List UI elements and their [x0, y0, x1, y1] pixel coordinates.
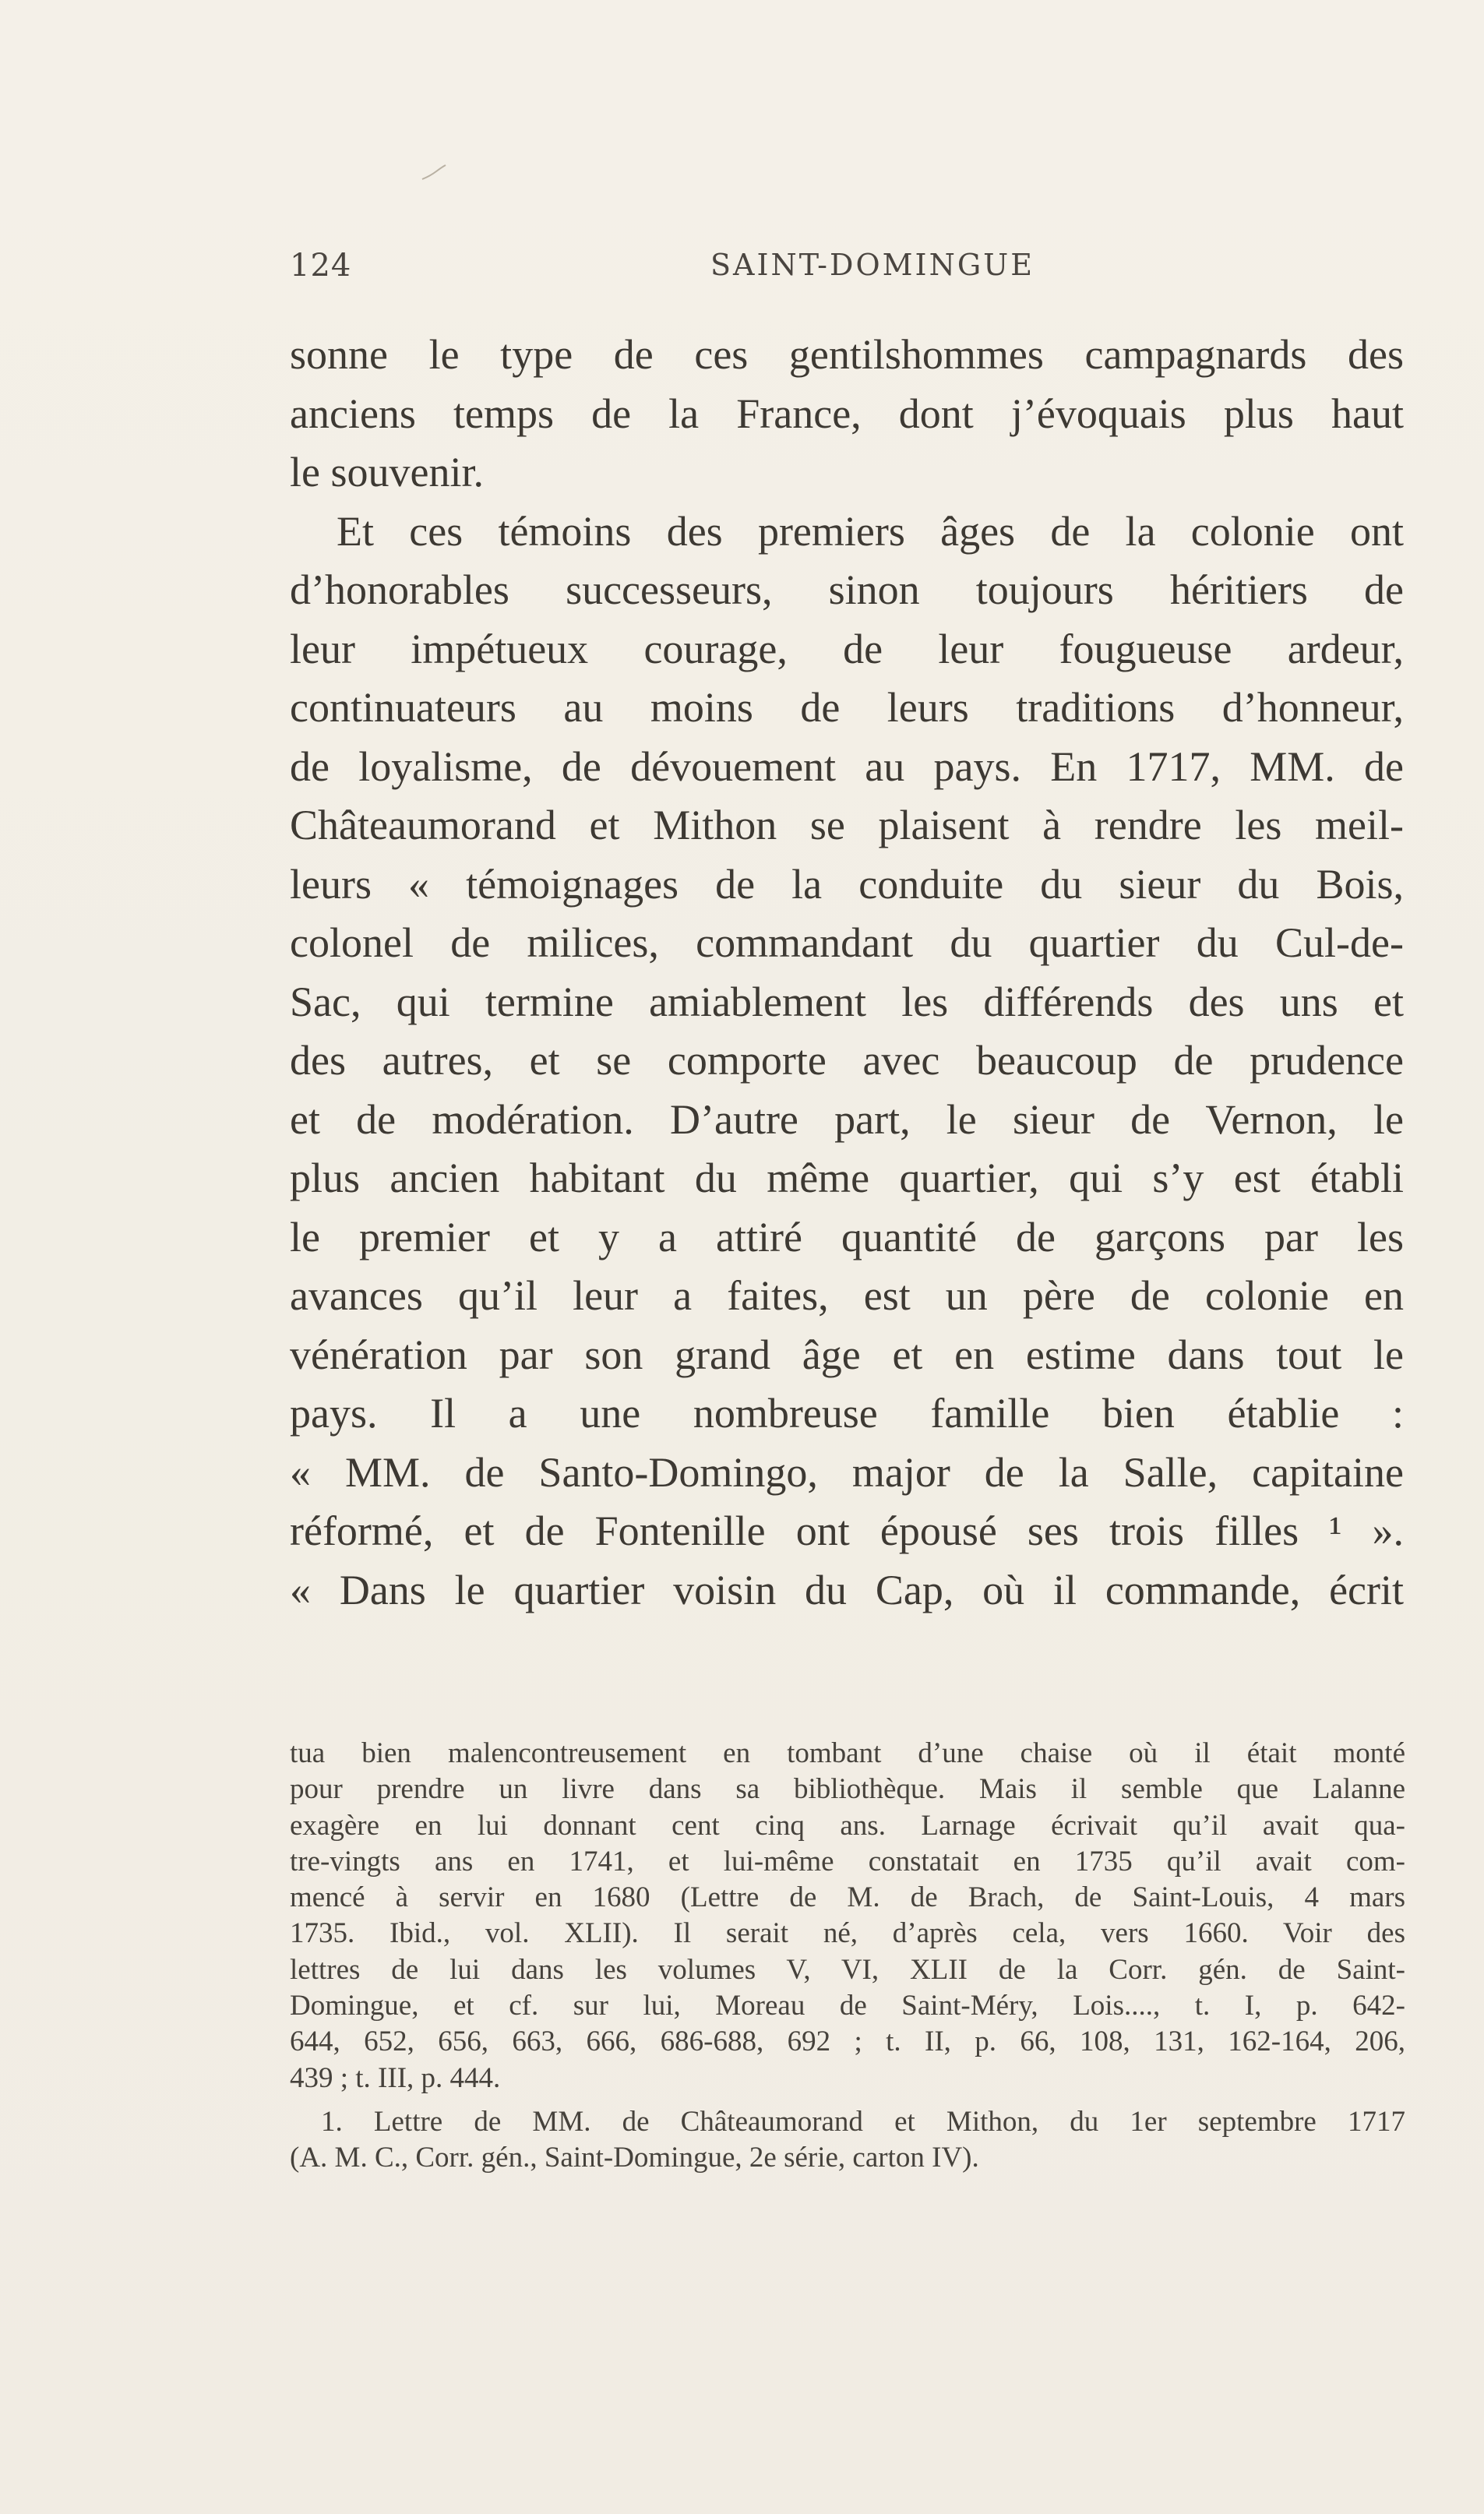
text-line: et de modération. D’autre part, le sieur de Vernon, le: [290, 1095, 1404, 1143]
footnote-line: Domingue, et cf. sur lui, Moreau de Saint-Méry, Lois...., t. I, p. 642-: [290, 1990, 1405, 2022]
main-text: [290, 326, 1404, 1620]
text-line: leurs « témoignages de la conduite du sieur du Bois,: [290, 860, 1404, 908]
footnotes: [290, 1736, 1405, 2177]
footnote-line: (A. M. C., Corr. gén., Saint-Domingue, 2e série, carton IV).: [290, 2142, 979, 2174]
text-line: avances qu’il leur a faites, est un père de colonie en: [290, 1272, 1404, 1319]
text-line: le premier et y a attiré quantité de garçons par les: [290, 1213, 1404, 1261]
running-head: SAINT-DOMINGUE: [710, 248, 1035, 282]
text-line: « MM. de Santo-Domingo, major de la Salle, capitaine: [290, 1448, 1404, 1496]
text-line: continuateurs au moins de leurs traditions d’honneur,: [290, 684, 1404, 731]
text-line: Sac, qui termine amiablement les différends des uns et: [290, 978, 1404, 1025]
text-line: de loyalisme, de dévouement au pays. En 1717, MM. de: [290, 742, 1404, 790]
footnote-line: 1. Lettre de MM. de Châteaumorand et Mithon, du 1er septembre 1717: [321, 2105, 1405, 2138]
text-line: d’honorables successeurs, sinon toujours héritiers de: [290, 566, 1404, 613]
footnote-line: exagère en lui donnant cent cinq ans. Larnage écrivait qu’il avait qua-: [290, 1809, 1405, 1842]
text-line: anciens temps de la France, dont j’évoquais plus haut: [290, 390, 1404, 437]
text-line: le souvenir.: [290, 449, 484, 495]
text-line: Et ces témoins des premiers âges de la colonie ont: [337, 507, 1404, 555]
footnote-line: mencé à servir en 1680 (Lettre de M. de Brach, de Saint-Louis, 4 mars: [290, 1881, 1405, 1914]
ink-mark-icon: [421, 164, 447, 181]
footnote-line: tre-vingts ans en 1741, et lui-même constatait en 1735 qu’il avait com-: [290, 1845, 1405, 1878]
text-line: colonel de milices, commandant du quartier du Cul-de-: [290, 919, 1404, 966]
footnote-line: pour prendre un livre dans sa bibliothèque. Mais il semble que Lalanne: [290, 1773, 1405, 1806]
footnote-line: tua bien malencontreusement en tombant d’une chaise où il était monté: [290, 1737, 1405, 1769]
footnote-line: 439 ; t. III, p. 444.: [290, 2061, 501, 2094]
text-line: leur impétueux courage, de leur fougueuse ardeur,: [290, 625, 1404, 672]
text-line: pays. Il a une nombreuse famille bien établie :: [290, 1390, 1404, 1437]
text-line: réformé, et de Fontenille ont épousé ses trois filles ¹ ».: [290, 1507, 1404, 1554]
page-header: [290, 248, 1400, 294]
text-line: des autres, et se comporte avec beaucoup de prudence: [290, 1037, 1404, 1084]
text-line: « Dans le quartier voisin du Cap, où il commande, écrit: [290, 1566, 1404, 1613]
footnote-line: 1735. Ibid., vol. XLII). Il serait né, d’après cela, vers 1660. Voir des: [290, 1917, 1405, 1950]
text-line: plus ancien habitant du même quartier, qui s’y est établi: [290, 1155, 1404, 1201]
text-line: Châteaumorand et Mithon se plaisent à rendre les meil-: [290, 802, 1404, 848]
page-number: 124: [290, 248, 352, 284]
text-line: sonne le type de ces gentilshommes campagnards des: [290, 331, 1404, 378]
footnote-line: lettres de lui dans les volumes V, VI, XLII de la Corr. gén. de Saint-: [290, 1953, 1405, 1986]
text-line: vénération par son grand âge et en estime dans tout le: [290, 1331, 1404, 1378]
footnote-line: 644, 652, 656, 663, 666, 686-688, 692 ; t. II, p. 66, 108, 131, 162-164, 206,: [290, 2026, 1405, 2058]
